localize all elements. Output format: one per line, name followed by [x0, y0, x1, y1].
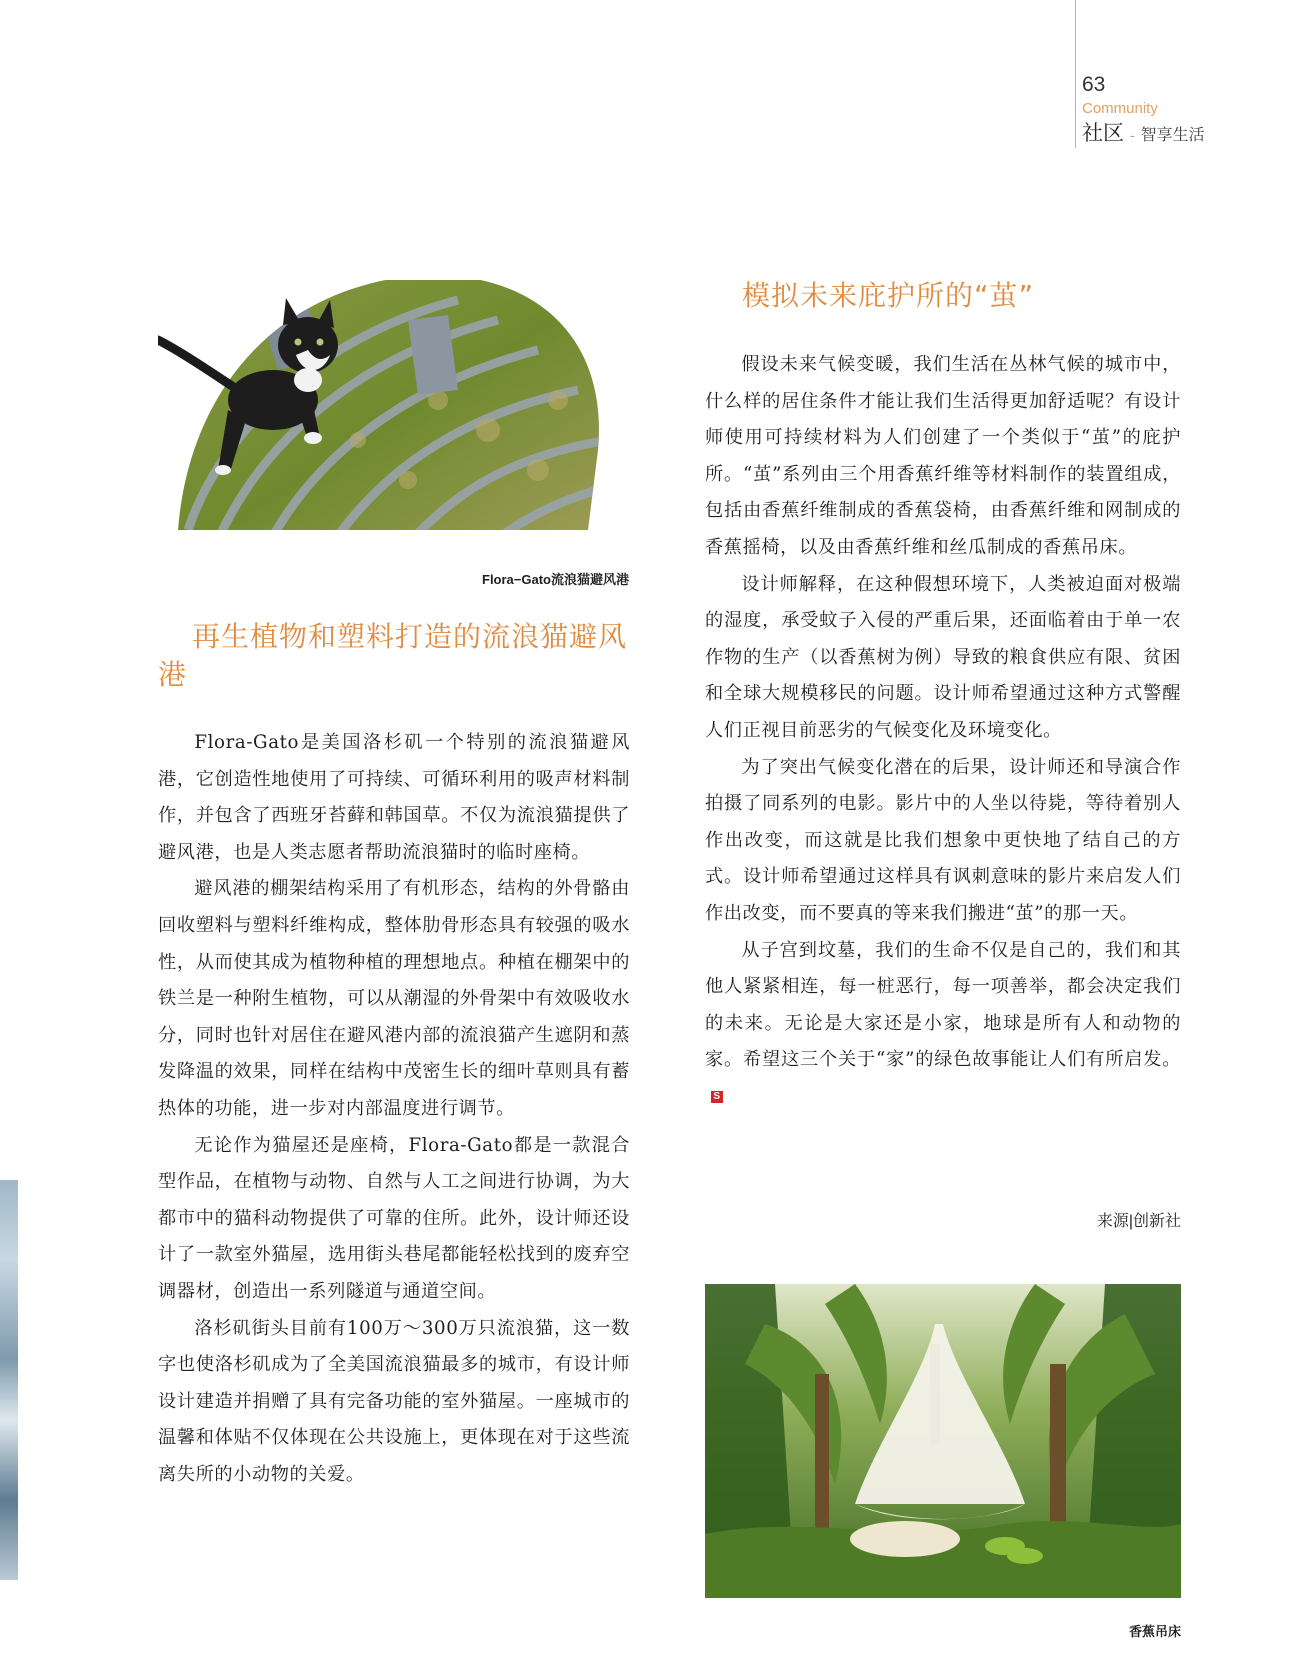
left-paragraph: 无论作为猫屋还是座椅，Flora-Gato都是一款混合型作品，在植物与动物、自然与人工之间进行协调，为大都市中的猫科动物提供了可靠的住所。此外，设计师还设计了一款室外猫屋，选用街头巷尾都能轻松找到的废弃空调器材，创造出一系列隧道与通道空间。 [158, 1134, 630, 1302]
right-paragraph [705, 933, 1181, 1116]
left-article-heading: 再生植物和塑料打造的流浪猫避风港 [158, 620, 628, 691]
article-source: 来源|创新社 [1096, 1213, 1181, 1230]
right-paragraph-text: 从子宫到坟墓，我们的生命不仅是自己的，我们和其他人紧紧相连，每一桩恶行，每一项善举，都会决定我们的未来。无论是大家还是小家，地球是所有人和动物的家。希望这三个关于“家”的绿色故事能让人们有所启发。 [705, 939, 1181, 1071]
section-subtitle: 智享生活 [1140, 127, 1205, 144]
left-paragraph: 洛杉矶街头目前有100万～300万只流浪猫，这一数字也使洛杉矶成为了全美国流浪猫最多的城市，有设计师设计建造并捐赠了具有完备功能的室外猫屋。一座城市的温馨和体贴不仅体现在公共设施上，更体现在对于这些流离失所的小动物的关爱。 [158, 1317, 630, 1485]
section-title [1082, 123, 1205, 144]
section-title-chinese: 社区 [1082, 122, 1124, 145]
right-article-heading: 模拟未来庇护所的“茧” [742, 279, 1035, 312]
cat-shelter-photo [158, 280, 633, 560]
cat-photo-caption: Flora−Gato流浪猫避风港 [482, 572, 629, 587]
right-paragraph: 设计师解释，在这种假想环境下，人类被迫面对极端的湿度，承受蚊子入侵的严重后果，还面临着由于单一农作物的生产（以香蕉树为例）导致的粮食供应有限、贫困和全球大规模移民的问题。设计师希望通过这种方式警醒人们正视目前恶劣的气候变化及环境变化。 [705, 573, 1181, 741]
header-rule [1075, 0, 1076, 148]
left-paragraph: 避风港的棚架结构采用了有机形态，结构的外骨骼由回收塑料与塑料纤维构成，整体肋骨形态具有较强的吸水性，从而使其成为植物种植的理想地点。种植在棚架中的铁兰是一种附生植物，可以从潮湿的外骨架中有效吸收水分，同时也针对居住在避风港内部的流浪猫产生遮阴和蒸发降温的效果，同样在结构中茂密生长的细叶草则具有蓄热体的功能，进一步对内部温度进行调节。 [158, 878, 630, 1119]
right-paragraph: 为了突出气候变化潜在的后果，设计师还和导演合作拍摄了同系列的电影。影片中的人坐以待毙，等待着别人作出改变，而这就是比我们想象中更快地了结自己的方式。设计师希望通过这样具有讽刺意味的影片来启发人们作出改变，而不要真的等来我们搬进“茧”的那一天。 [705, 756, 1181, 924]
banana-photo-caption: 香蕉吊床 [1128, 1624, 1181, 1639]
end-mark-icon: S [711, 1091, 723, 1103]
right-paragraph: 假设未来气候变暖，我们生活在丛林气候的城市中，什么样的居住条件才能让我们生活得更加舒适呢？有设计师使用可持续材料为人们创建了一个类似于“茧”的庇护所。“茧”系列由三个用香蕉纤维等材料制作的装置组成，包括由香蕉纤维制成的香蕉袋椅，由香蕉纤维和网制成的香蕉摇椅，以及由香蕉纤维和丝瓜制成的香蕉吊床。 [705, 354, 1181, 558]
page-number: 63 [1082, 73, 1106, 96]
banana-hammock-photo [705, 1284, 1181, 1598]
section-separator: - [1130, 127, 1135, 143]
side-decor-strip [0, 1180, 18, 1580]
left-paragraph: Flora-Gato是美国洛杉矶一个特别的流浪猫避风港，它创造性地使用了可持续、可循环利用的吸声材料制作，并包含了西班牙苔藓和韩国草。不仅为流浪猫提供了避风港，也是人类志愿者帮助流浪猫时的临时座椅。 [158, 732, 630, 863]
section-title-english: Community [1082, 100, 1158, 117]
right-article-body [705, 347, 1181, 1115]
left-article-body [158, 725, 630, 1493]
